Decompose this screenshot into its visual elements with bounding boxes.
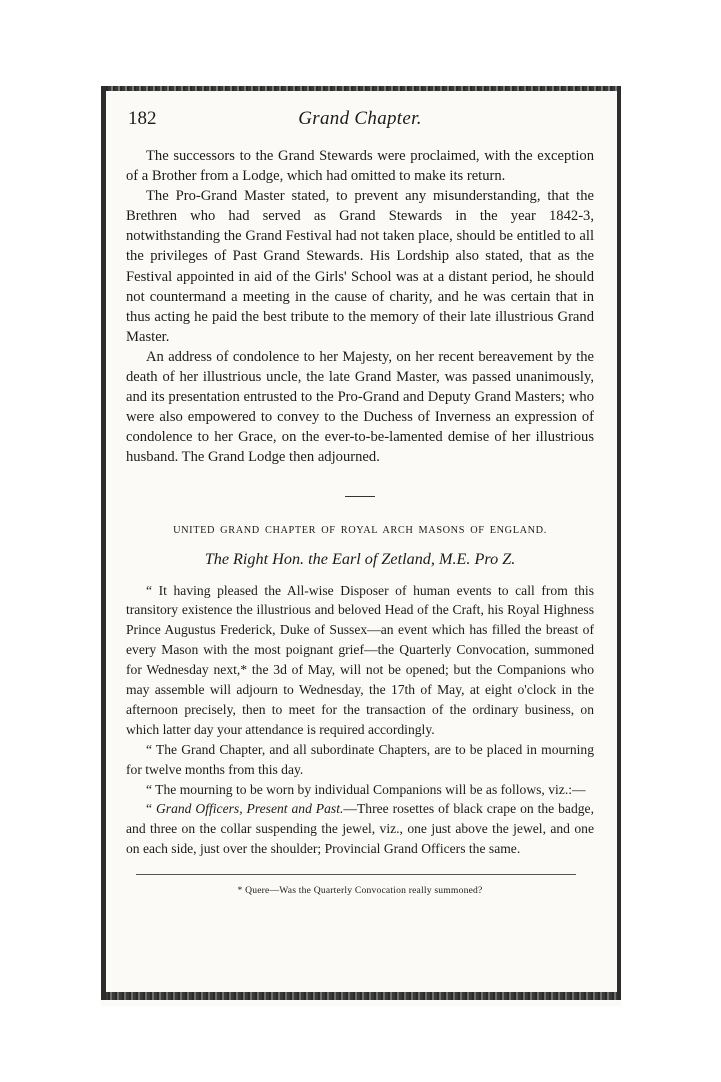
page-header <box>126 108 594 134</box>
quote-paragraph-rest: —Three rosettes of black crape on the badge, and three on the collar suspending the jewel, viz., one just above the jewel, and one on each side, just over the shoulder; Provincial Grand Officers the same. <box>126 801 594 857</box>
section-divider <box>345 496 375 497</box>
footnote-rule <box>136 874 576 875</box>
footnote: * Quere—Was the Quarterly Convocation really summoned? <box>237 885 483 897</box>
running-title: Grand Chapter. <box>298 108 422 129</box>
section-heading: UNITED GRAND CHAPTER OF ROYAL ARCH MASONS OF ENGLAND. <box>173 524 547 536</box>
page-number: 182 <box>128 108 157 129</box>
quote-paragraph: “ It having pleased the All-wise Disposer of human events to call from this transitory existence the illustrious and beloved Head of the Craft, his Royal Highness Prince Augustus Frederick, Duke of Sussex—an event which has filled the breast of every Mason with the most poignant grief—the Quarterly Convocation, summoned for Wednesday next,* the 3d of May, will not be opened; but the Companions who may assemble will adjourn to Wednesday, the 17th of May, at eight o'clock in the afternoon precisely, then to meet for the transaction of the ordinary business, on which latter day your attendance is required accordingly. <box>126 582 594 737</box>
quote-paragraph: “ The mourning to be worn by individual Companions will be as follows, viz.:— <box>146 781 586 797</box>
paragraph: The successors to the Grand Stewards were proclaimed, with the exception of a Brother from a Lodge, which had omitted to make its return. <box>126 148 594 185</box>
page-right-edge <box>617 86 621 1000</box>
quote-paragraph: “ The Grand Chapter, and all subordinate Chapters, are to be placed in mourning for twelve months from this day. <box>126 741 594 777</box>
quote-paragraph <box>126 799 594 859</box>
body-text <box>126 146 594 468</box>
page-bottom-edge <box>101 992 621 1000</box>
paragraph: The Pro-Grand Master stated, to prevent any misunderstanding, that the Brethren who had served as Grand Stewards in the year 1842-3, notwithstanding the Grand Festival had not taken place, should be entitled to all the privileges of Past Grand Stewards. His Lordship also stated, that as the Festival appointed in aid of the Girls' School was at a distant period, he should not countermand a meeting in the cause of charity, and he was certain that in thus acting he paid the best tribute to the memory of their late illustrious Grand Master. <box>126 188 594 345</box>
circular-text <box>126 581 594 860</box>
quote-italic-heading: Grand Officers, Present and Past. <box>155 801 344 817</box>
quote-open-mark: “ <box>146 801 156 817</box>
section-subheading: The Right Hon. the Earl of Zetland, M.E. Pro Z. <box>204 549 516 568</box>
page-content <box>126 108 594 896</box>
page-top-edge <box>101 86 621 91</box>
paragraph: An address of condolence to her Majesty, on her recent bereavement by the death of her illustrious uncle, the late Grand Master, was passed unanimously, and its presentation entrusted to the Pro-Grand and Deputy Grand Masters; who were also empowered to convey to the Duchess of Inverness an expression of condolence to her Grace, on the ever-to-be-lamented demise of her illustrious husband. The Grand Lodge then adjourned. <box>126 348 594 466</box>
page-left-edge <box>101 86 106 1000</box>
